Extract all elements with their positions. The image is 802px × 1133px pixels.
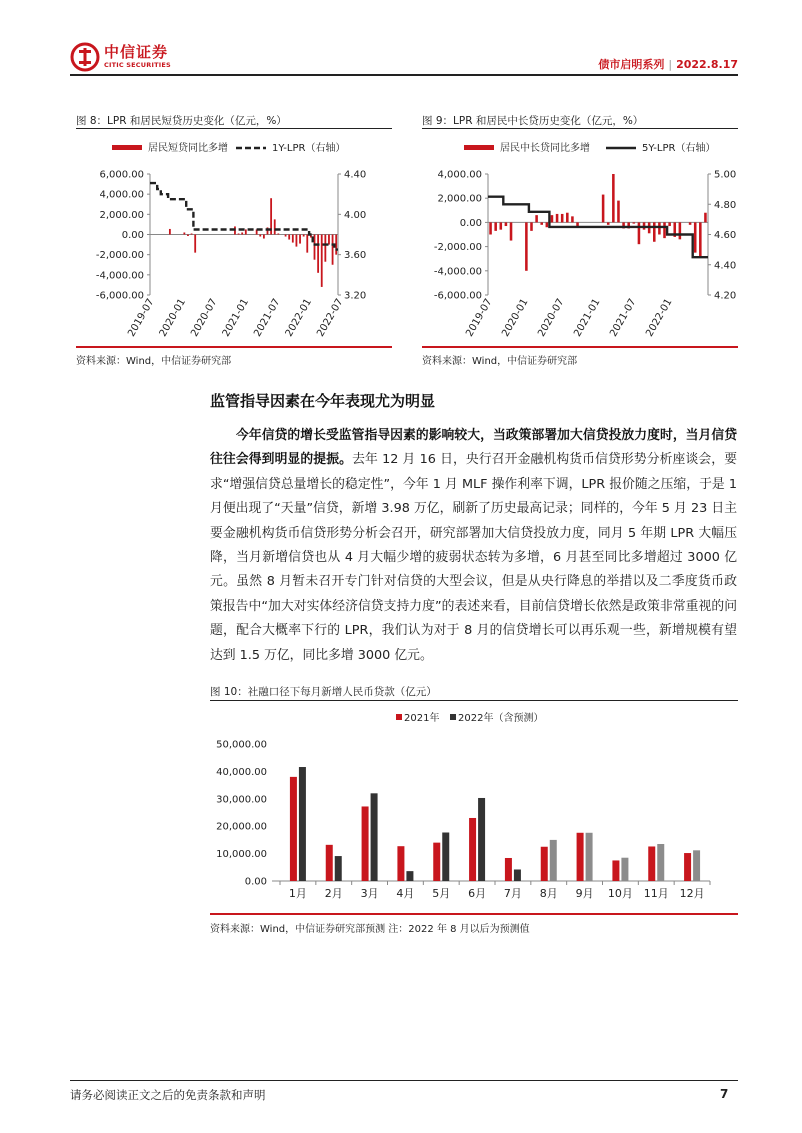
bar bbox=[324, 235, 326, 262]
x-tick-label: 2月 bbox=[324, 887, 343, 900]
x-tick-label: 2022-07 bbox=[315, 297, 346, 339]
fig9-bottom-rule bbox=[422, 346, 738, 348]
x-tick-label: 2022-01 bbox=[283, 297, 315, 339]
bar-2021 bbox=[433, 843, 440, 881]
x-tick-label: 2020-01 bbox=[157, 297, 189, 339]
fig9-title: 图 9：LPR 和居民中长贷历史变化（亿元，%） bbox=[422, 115, 644, 127]
bar bbox=[285, 235, 287, 237]
x-tick-label: 2021-01 bbox=[572, 297, 603, 339]
y-right-tick-label: 4.60 bbox=[714, 230, 737, 241]
bar bbox=[612, 174, 615, 222]
y-left-tick-label: 0.00 bbox=[121, 230, 144, 241]
bar bbox=[535, 215, 538, 222]
page-number: 7 bbox=[720, 1087, 729, 1101]
bar bbox=[704, 213, 707, 223]
bar bbox=[571, 216, 574, 222]
x-tick-label: 8月 bbox=[539, 887, 558, 900]
y-tick-label: 10,000.00 bbox=[216, 849, 267, 861]
bar-2021 bbox=[469, 818, 476, 881]
bar bbox=[576, 222, 579, 226]
fig10-title: 图 10：社融口径下每月新增人民币贷款（亿元） bbox=[210, 686, 437, 698]
bar bbox=[602, 195, 605, 223]
fig10-chart bbox=[210, 704, 738, 912]
x-tick-label: 1月 bbox=[288, 887, 307, 900]
fig8-chart bbox=[76, 134, 394, 346]
y-left-tick-label: -4,000.00 bbox=[95, 270, 144, 282]
y-left-tick-label: -6,000.00 bbox=[433, 290, 482, 302]
bar bbox=[663, 222, 666, 238]
bar bbox=[277, 233, 279, 234]
header-series-date bbox=[598, 56, 738, 72]
x-tick-label: 2021-07 bbox=[608, 297, 639, 339]
x-tick-label: 2020-07 bbox=[189, 297, 220, 339]
y-left-tick-label: -4,000.00 bbox=[433, 266, 482, 278]
bar bbox=[306, 235, 308, 253]
y-left-tick-label: 0.00 bbox=[459, 217, 482, 229]
bar bbox=[540, 222, 543, 224]
x-tick-label: 4月 bbox=[396, 887, 415, 900]
legend-swatch-2021 bbox=[396, 714, 402, 720]
bar-2021 bbox=[397, 846, 404, 881]
legend-label-bars: 居民短贷同比多增 bbox=[148, 143, 228, 154]
bar-2022 bbox=[550, 840, 557, 881]
bar-2022 bbox=[371, 793, 378, 881]
fig10-bottom-rule bbox=[210, 913, 738, 915]
y-tick-label: 0.00 bbox=[244, 876, 267, 888]
bar-2021 bbox=[648, 846, 655, 881]
fig10-top-rule bbox=[210, 700, 738, 701]
bar bbox=[658, 222, 661, 234]
bar bbox=[607, 222, 610, 224]
bar bbox=[187, 235, 189, 237]
bar bbox=[689, 222, 692, 224]
bar bbox=[169, 229, 171, 235]
page-header bbox=[70, 38, 738, 78]
bar-2021 bbox=[684, 853, 691, 881]
fig8-source: 资料来源：Wind，中信证券研究部 bbox=[76, 356, 232, 367]
section-title: 监管指导因素在今年表现尤为明显 bbox=[210, 392, 436, 410]
bar-2022 bbox=[586, 833, 593, 881]
x-tick-label: 9月 bbox=[575, 887, 594, 900]
x-tick-label: 10月 bbox=[607, 887, 633, 900]
fig8-top-rule bbox=[76, 128, 392, 129]
fig8-bottom-rule bbox=[76, 346, 392, 348]
bar bbox=[292, 235, 294, 243]
bar bbox=[299, 235, 301, 244]
bar-2022 bbox=[478, 798, 485, 881]
bar bbox=[510, 222, 513, 240]
bar bbox=[633, 222, 636, 223]
y-right-tick-label: 4.20 bbox=[714, 290, 737, 302]
y-left-tick-label: -2,000.00 bbox=[95, 250, 144, 262]
y-left-tick-label: 4,000.00 bbox=[99, 189, 144, 201]
bar-2021 bbox=[326, 845, 333, 881]
bar bbox=[694, 222, 697, 252]
fig8-title: 图 8：LPR 和居民短贷历史变化（亿元，%） bbox=[76, 115, 287, 127]
x-tick-label: 5月 bbox=[432, 887, 451, 900]
bar bbox=[500, 222, 503, 229]
bar bbox=[241, 232, 243, 234]
y-left-tick-label: 4,000.00 bbox=[437, 169, 482, 181]
y-right-tick-label: 5.00 bbox=[714, 169, 737, 181]
x-tick-label: 2021-01 bbox=[220, 297, 252, 339]
bar bbox=[245, 229, 247, 234]
report-date: 2022.8.17 bbox=[676, 58, 738, 71]
citic-logo-icon bbox=[70, 42, 100, 72]
bar-2022 bbox=[406, 871, 413, 881]
bar-2021 bbox=[612, 860, 619, 881]
legend-swatch-bars bbox=[464, 145, 494, 150]
bar-2021 bbox=[290, 777, 297, 881]
bar bbox=[556, 214, 559, 222]
x-tick-label: 2021-07 bbox=[252, 297, 283, 339]
bar-2022 bbox=[693, 850, 700, 881]
bar bbox=[525, 222, 528, 270]
footer-rule bbox=[70, 1080, 738, 1081]
y-right-tick-label: 4.40 bbox=[714, 260, 737, 272]
bar-2022 bbox=[621, 858, 628, 881]
x-tick-label: 2019-07 bbox=[464, 297, 495, 339]
y-right-tick-label: 4.80 bbox=[714, 199, 737, 211]
bar bbox=[638, 222, 641, 244]
bar bbox=[530, 222, 533, 230]
fig9-chart bbox=[422, 134, 740, 346]
y-left-tick-label: -2,000.00 bbox=[433, 242, 482, 254]
y-tick-label: 20,000.00 bbox=[216, 821, 267, 833]
y-tick-label: 40,000.00 bbox=[216, 766, 267, 778]
bar bbox=[296, 235, 298, 247]
bar bbox=[489, 222, 492, 234]
y-left-tick-label: 6,000.00 bbox=[99, 169, 144, 181]
fig10-source: 资料来源：Wind，中信证券研究部预测 注：2022 年 8 月以后为预测值 bbox=[210, 924, 530, 935]
bar bbox=[303, 235, 305, 237]
bar-2021 bbox=[505, 858, 512, 881]
x-tick-label: 3月 bbox=[360, 887, 379, 900]
bar bbox=[668, 222, 671, 226]
x-tick-label: 2022-01 bbox=[644, 297, 675, 339]
bar bbox=[505, 222, 508, 226]
legend-label-line: 1Y-LPR（右轴） bbox=[272, 143, 346, 154]
bar bbox=[191, 233, 193, 234]
bar bbox=[288, 235, 290, 240]
logo-cn-text: 中信证券 bbox=[104, 43, 169, 62]
bar-2021 bbox=[362, 806, 369, 881]
x-tick-label: 7月 bbox=[503, 887, 522, 900]
legend-label-2022: 2022年（含预测） bbox=[458, 713, 544, 724]
y-left-tick-label: 2,000.00 bbox=[99, 209, 144, 221]
series-name: 债市启明系列 bbox=[598, 58, 665, 71]
footer-disclaimer: 请务必阅读正文之后的免责条款和声明 bbox=[70, 1088, 266, 1102]
bar-2022 bbox=[657, 844, 664, 881]
fig9-top-rule bbox=[422, 128, 738, 129]
legend-label-bars: 居民中长贷同比多增 bbox=[500, 143, 590, 154]
body-paragraph bbox=[210, 424, 737, 668]
y-right-tick-label: 3.20 bbox=[344, 290, 367, 302]
header-separator: | bbox=[668, 58, 673, 71]
bar-2022 bbox=[299, 767, 306, 881]
legend-swatch-2022 bbox=[450, 714, 456, 720]
y-left-tick-label: 2,000.00 bbox=[437, 193, 482, 205]
bar bbox=[566, 213, 569, 223]
y-right-tick-label: 4.40 bbox=[344, 169, 367, 181]
bar bbox=[551, 215, 554, 222]
bar bbox=[653, 222, 656, 241]
legend-swatch-bars bbox=[112, 145, 142, 150]
y-right-tick-label: 4.00 bbox=[344, 209, 367, 221]
legend-label-2021: 2021年 bbox=[404, 713, 440, 724]
y-tick-label: 30,000.00 bbox=[216, 794, 267, 806]
body-lead-bold: 今年信贷的增长受监管指导因素的影响较大，当政策部署加大信贷投放力度时，当月信贷往往会得到明显的提振。 bbox=[210, 428, 737, 468]
x-tick-label: 6月 bbox=[468, 887, 487, 900]
x-tick-label: 12月 bbox=[679, 887, 705, 900]
body-rest: 去年 12 月 16 日，央行召开金融机构货币信贷形势分析座谈会，要求“增强信贷总量增长的稳定性”，今年 1 月 MLF 操作利率下调，LPR 报价随之压缩，于是 1 月便出现了“天量”信贷，新增 3.98 万亿，刷新了历史最高记录；同样的，今年 5 月 23 日主要金融机构货币信贷形势分析会召开，研究部署加大信贷投放力度，同月 5 年期 LPR 大幅压降，当月新增信贷也从 4 月大幅少增的疲弱状态转为多增，6 月甚至同比多增超过 3000 亿元。虽然 8 月暂未召开专门针对信贷的大型会议，但是从央行降息的举措以及二季度货币政策报告中“加大对实体经济信贷支持力度”的表述来看，目前信贷增长依然是政策非常重视的问题，配合大概率下行的 LPR，我们认为对于 8 月的信贷增长可以再乐观一些，新增规模有望达到 1.5 万亿，同比多增 3000 亿元。 bbox=[210, 452, 738, 663]
y-right-tick-label: 3.60 bbox=[344, 250, 367, 262]
bar bbox=[332, 235, 334, 265]
bar bbox=[617, 201, 620, 223]
logo-en-text: CITIC SECURITIES bbox=[104, 61, 171, 70]
fig9-source: 资料来源：Wind，中信证券研究部 bbox=[422, 356, 578, 367]
bar bbox=[494, 222, 497, 230]
bar-2022 bbox=[335, 856, 342, 881]
bar bbox=[546, 222, 549, 227]
citic-logo bbox=[70, 40, 171, 74]
x-tick-label: 2019-07 bbox=[126, 297, 157, 339]
lpr-line bbox=[150, 183, 338, 250]
y-tick-label: 50,000.00 bbox=[216, 739, 267, 751]
bar-2021 bbox=[577, 833, 584, 881]
bar bbox=[259, 235, 261, 237]
bar-2022 bbox=[514, 869, 521, 881]
bar bbox=[328, 235, 330, 245]
header-rule bbox=[70, 74, 738, 76]
legend-label-line: 5Y-LPR（右轴） bbox=[642, 143, 716, 154]
bar bbox=[194, 235, 196, 253]
bar bbox=[321, 235, 323, 287]
x-tick-label: 2020-01 bbox=[500, 297, 531, 339]
bar bbox=[274, 219, 276, 234]
bar bbox=[679, 222, 682, 239]
bar bbox=[238, 233, 240, 234]
bar bbox=[317, 235, 319, 273]
y-left-tick-label: -6,000.00 bbox=[95, 290, 144, 302]
x-tick-label: 11月 bbox=[643, 887, 669, 900]
bar bbox=[183, 232, 185, 234]
bar bbox=[699, 222, 702, 256]
bar bbox=[561, 214, 564, 222]
bar bbox=[263, 235, 265, 239]
bar-2022 bbox=[442, 833, 449, 881]
bar-2021 bbox=[541, 847, 548, 881]
x-tick-label: 2020-07 bbox=[536, 297, 567, 339]
